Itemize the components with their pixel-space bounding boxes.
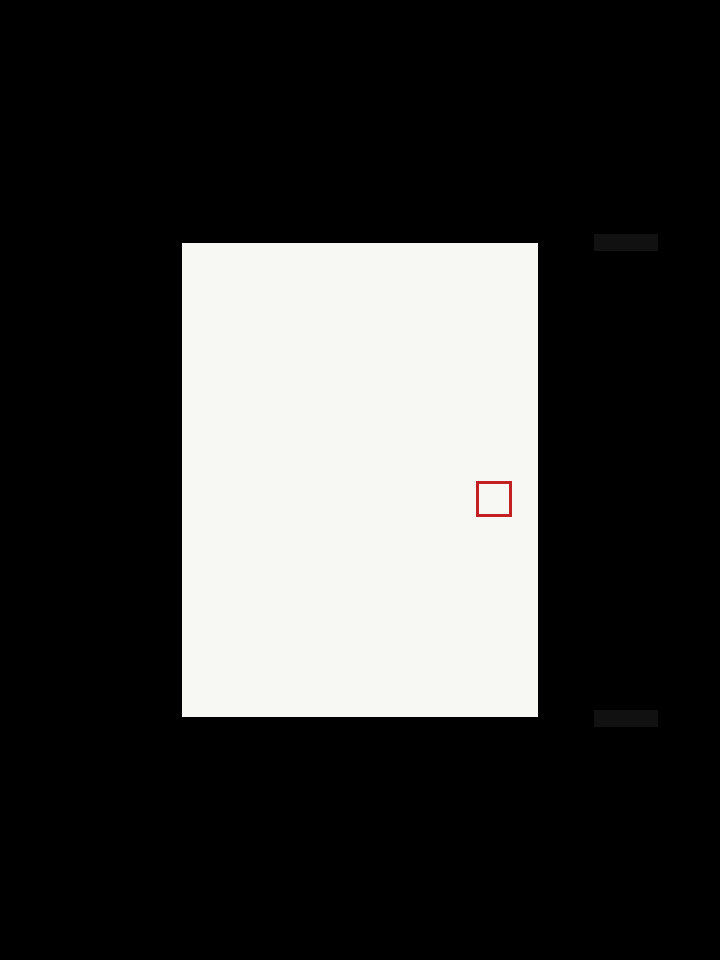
tuan-marker xyxy=(594,710,658,727)
red-seal-stamp xyxy=(476,481,512,517)
center-info-panel xyxy=(182,243,538,717)
triet-marker xyxy=(594,234,658,251)
